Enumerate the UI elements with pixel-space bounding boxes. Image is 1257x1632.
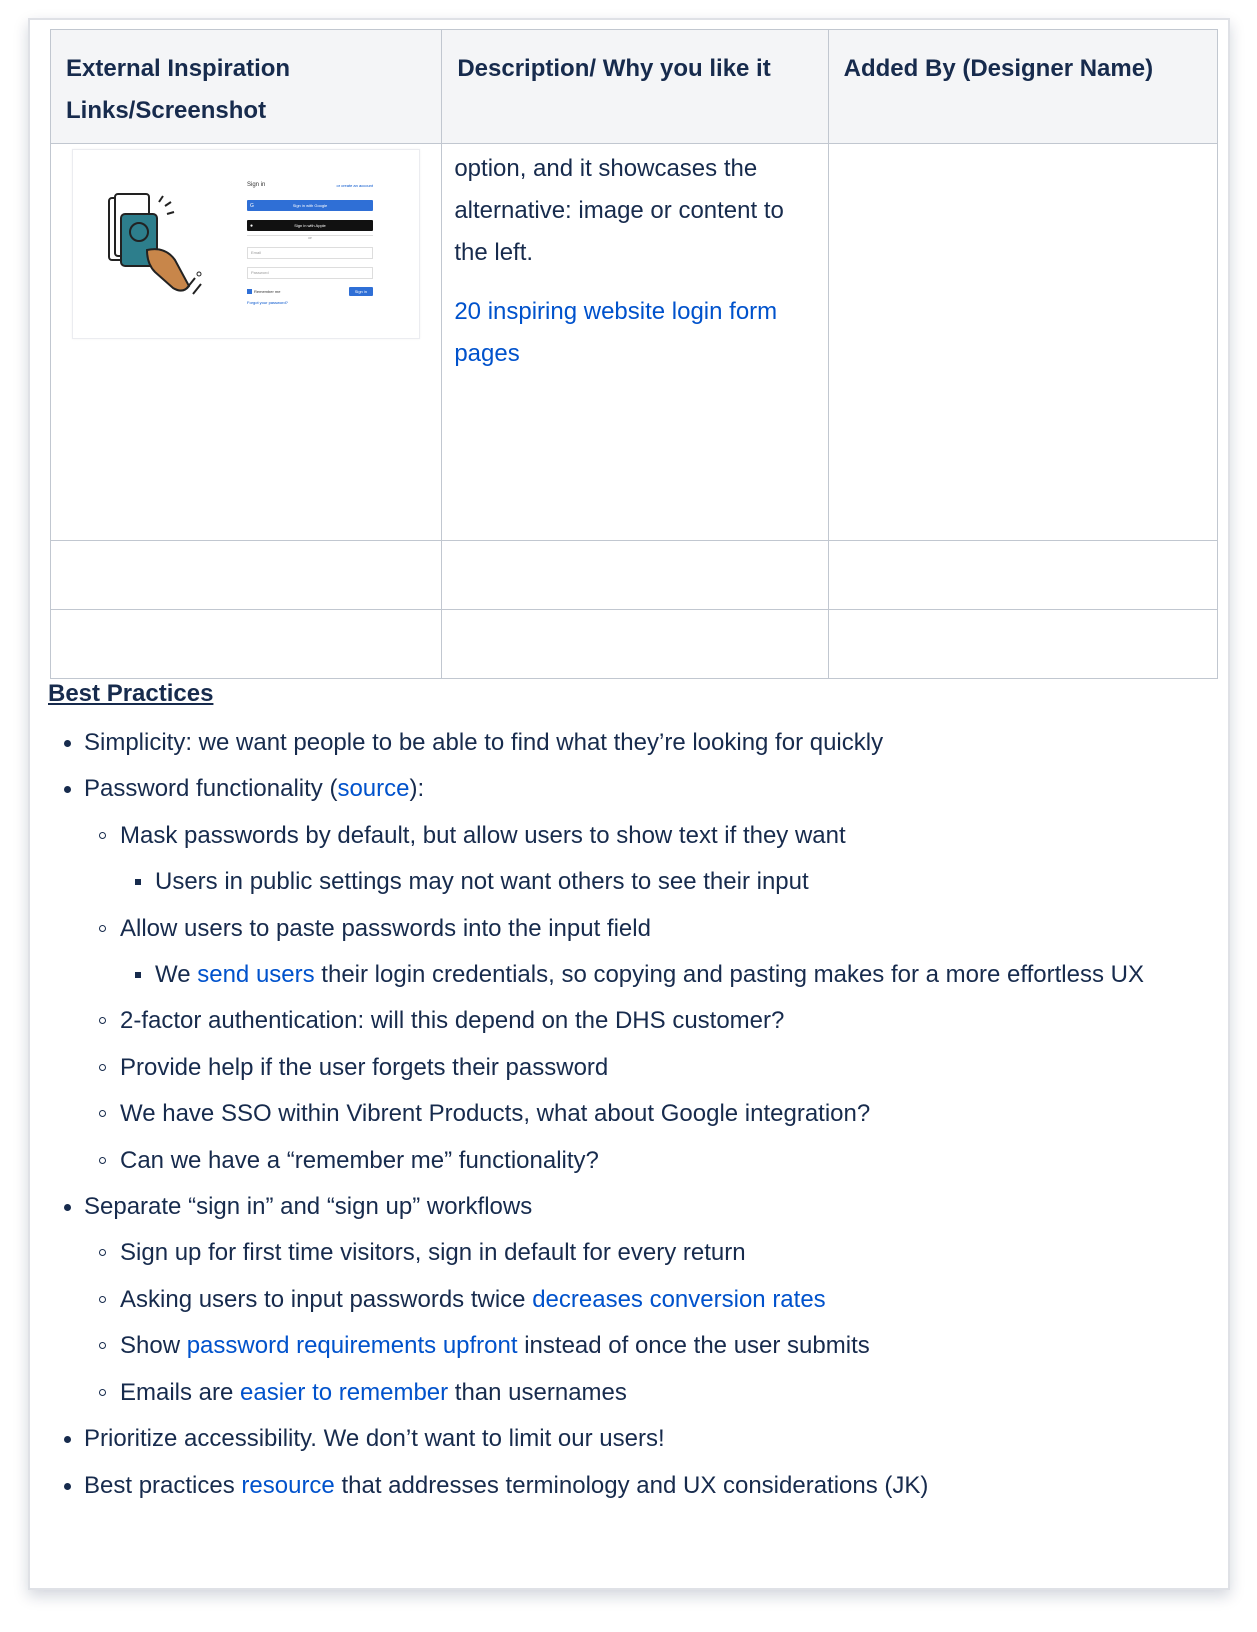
description-cell	[442, 144, 828, 541]
list-item	[30, 766, 1210, 1184]
mini-remember-me	[247, 289, 280, 294]
screenshot-cell	[51, 144, 442, 541]
show-text-end: instead of once the user submits	[517, 1332, 870, 1360]
twice-text: Asking users to input passwords twice	[120, 1285, 533, 1313]
mini-apple-label: Sign in with Apple	[294, 223, 326, 228]
inspiration-table	[50, 29, 1218, 679]
mini-google-label: Sign in with Google	[292, 203, 328, 208]
login-screenshot	[72, 149, 420, 339]
login-pages-link[interactable]: 20 inspiring website login form pages	[454, 298, 778, 367]
empty-cell[interactable]	[828, 541, 1217, 610]
apple-icon: ●	[250, 222, 254, 229]
table-row	[51, 610, 1218, 679]
empty-cell[interactable]	[51, 541, 442, 610]
list-item	[30, 720, 1210, 766]
page-card	[28, 18, 1230, 1590]
mini-password-field: Password	[247, 267, 373, 279]
mini-email-field: Email	[247, 247, 373, 259]
accessibility-text: Prioritize accessibility. We don’t want to limit our users!	[84, 1425, 665, 1453]
description-text: option, and it showcases the alternative: image or content to the left.	[454, 155, 784, 266]
list-item	[120, 859, 1210, 905]
table-header-row	[51, 30, 1218, 144]
list-item	[84, 1323, 1210, 1369]
list-item	[84, 1277, 1210, 1323]
header-added-by: Added By (Designer Name)	[828, 30, 1217, 144]
list-item	[120, 952, 1210, 998]
remember-text: Can we have a “remember me” functionality?	[120, 1146, 599, 1174]
empty-cell[interactable]	[442, 541, 828, 610]
google-icon: G	[250, 202, 254, 209]
list-item	[84, 813, 1210, 906]
list-item	[30, 1463, 1210, 1509]
paste-sub-text-end: their login credentials, so copying and pasting makes for a more effortless UX	[314, 961, 1144, 989]
list-item	[30, 1416, 1210, 1462]
table-row	[51, 541, 1218, 610]
simplicity-text: Simplicity: we want people to be able to find what they’re looking for quickly	[84, 729, 884, 756]
empty-cell[interactable]	[51, 610, 442, 679]
best-practices-list	[30, 720, 1210, 1509]
password-requirements-link[interactable]: password requirements upfront	[186, 1332, 518, 1360]
list-item	[84, 1045, 1210, 1091]
list-item	[84, 906, 1210, 999]
mask-text: Mask passwords by default, but allow users to show text if they want	[120, 821, 846, 849]
mini-apple-button	[247, 220, 373, 231]
resource-link[interactable]: resource	[241, 1471, 335, 1499]
two-factor-text: 2-factor authentication: will this depend on the DHS customer?	[120, 1007, 785, 1035]
password-text: Password functionality (	[84, 775, 338, 803]
source-link[interactable]: source	[337, 775, 410, 803]
paste-sub-text: We	[155, 961, 198, 989]
hand-phone-illustration	[103, 190, 213, 310]
list-item	[30, 1184, 1210, 1416]
empty-cell[interactable]	[442, 610, 828, 679]
mini-or-divider: or	[247, 235, 373, 239]
list-item	[84, 1138, 1210, 1184]
mini-title: Sign in	[247, 182, 266, 188]
mini-google-button	[247, 200, 373, 211]
list-item	[84, 1230, 1210, 1276]
show-text: Show	[120, 1332, 187, 1360]
header-description: Description/ Why you like it	[442, 30, 828, 144]
resource-text: Best practices	[84, 1471, 242, 1499]
table-row	[51, 144, 1218, 541]
mask-sub-text: Users in public settings may not want others to see their input	[155, 868, 809, 896]
sso-text: We have SSO within Vibrent Products, what about Google integration?	[120, 1100, 871, 1128]
paste-text: Allow users to paste passwords into the input field	[120, 914, 651, 942]
resource-text-end: that addresses terminology and UX considerations (JK)	[334, 1471, 929, 1499]
help-text: Provide help if the user forgets their password	[120, 1053, 609, 1081]
mini-create-account-link: or create an account	[336, 182, 373, 188]
separate-text: Separate “sign in” and “sign up” workflows	[84, 1193, 533, 1221]
send-users-link[interactable]: send users	[197, 961, 315, 989]
list-item	[84, 998, 1210, 1044]
mini-login-form	[247, 180, 373, 305]
emails-text: Emails are	[120, 1378, 241, 1406]
easier-to-remember-link[interactable]: easier to remember	[240, 1378, 449, 1406]
mini-sign-in-button: Sign in	[349, 287, 373, 296]
added-by-cell[interactable]	[828, 144, 1217, 541]
mini-forgot-password-link: Forgot your password?	[247, 300, 288, 305]
mini-remember-label: Remember me	[254, 288, 281, 294]
emails-text-end: than usernames	[448, 1378, 627, 1406]
list-item	[84, 1370, 1210, 1416]
header-external-links: External Inspiration Links/Screenshot	[51, 30, 442, 144]
best-practices-heading: Best Practices	[48, 680, 214, 707]
signup-first-text: Sign up for first time visitors, sign in default for every return	[120, 1239, 746, 1267]
conversion-rates-link[interactable]: decreases conversion rates	[532, 1285, 826, 1313]
checkbox-icon	[247, 289, 252, 294]
list-item	[84, 1091, 1210, 1137]
empty-cell[interactable]	[828, 610, 1217, 679]
password-text-end: ):	[409, 775, 425, 803]
